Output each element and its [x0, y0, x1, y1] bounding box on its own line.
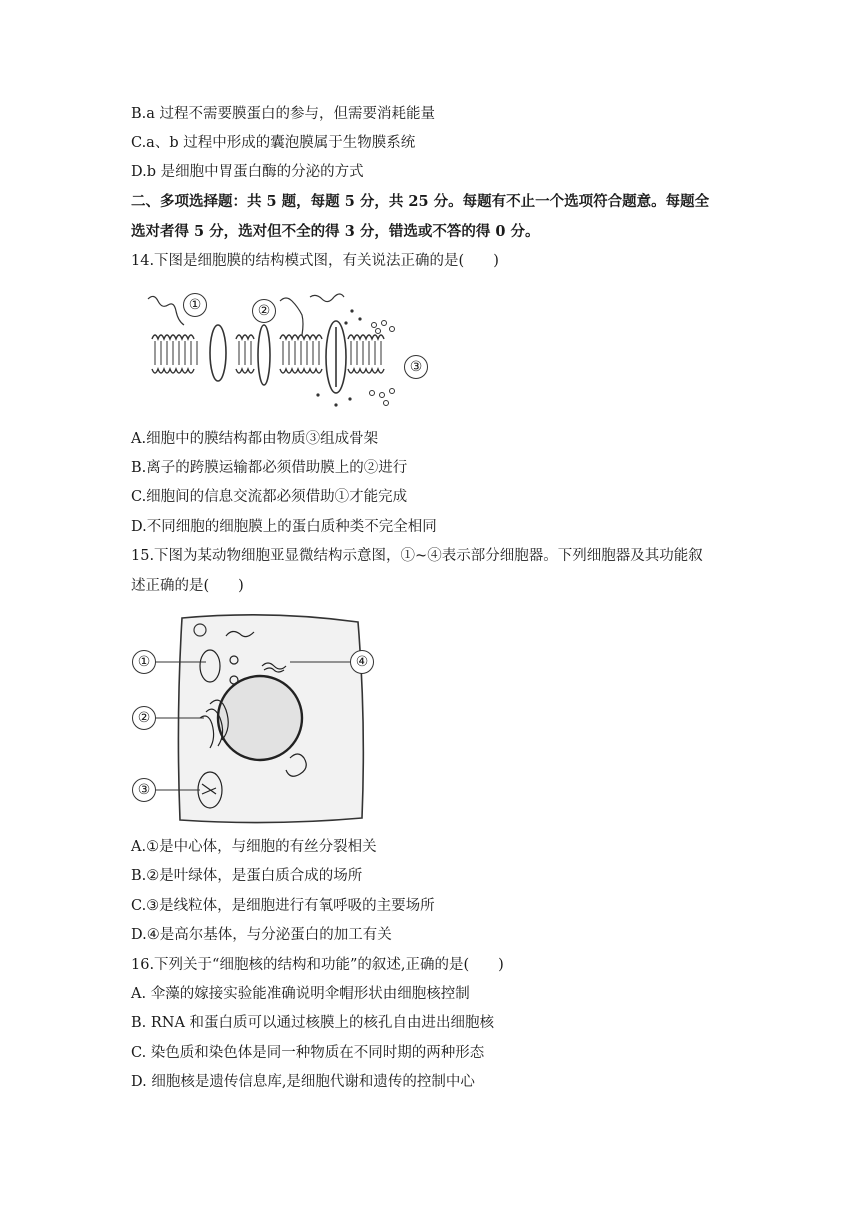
membrane-label-2: ②	[252, 299, 276, 323]
cell-label-4: ④	[350, 650, 374, 674]
small-molecules	[316, 309, 394, 406]
animal-cell-figure	[130, 608, 380, 828]
q14-option-c: C.细胞间的信息交流都必须借助①才能完成	[131, 489, 408, 505]
q15-option-b: B.②是叶绿体，是蛋白质合成的场所	[131, 868, 363, 884]
q15-option-d: D.④是高尔基体，与分泌蛋白的加工有关	[131, 927, 392, 943]
lipid-tails	[155, 341, 381, 365]
q16-stem: 16.下列关于“细胞核的结构和功能”的叙述,正确的是( )	[131, 957, 504, 973]
q13-option-c: C.a、b 过程中形成的囊泡膜属于生物膜系统	[131, 135, 416, 151]
phospholipid-lower-layer	[152, 369, 384, 373]
q16-option-c: C. 染色质和染色体是同一种物质在不同时期的两种形态	[131, 1045, 485, 1061]
q15-option-c: C.③是线粒体，是细胞进行有氧呼吸的主要场所	[131, 898, 435, 914]
q16-option-b: B. RNA 和蛋白质可以通过核膜上的核孔自由进出细胞核	[131, 1015, 495, 1031]
cell-label-3: ③	[132, 778, 156, 802]
q14-option-d: D.不同细胞的细胞膜上的蛋白质种类不完全相同	[131, 519, 437, 535]
cell-label-1: ①	[132, 650, 156, 674]
q16-option-d: D. 细胞核是遗传信息库,是细胞代谢和遗传的控制中心	[131, 1074, 475, 1090]
cell-label-2: ②	[132, 706, 156, 730]
q14-stem: 14.下图是细胞膜的结构模式图，有关说法正确的是( )	[131, 253, 499, 269]
membrane-proteins	[210, 321, 346, 393]
cell-membrane-figure	[140, 283, 440, 413]
membrane-label-1: ①	[183, 293, 207, 317]
q14-option-a: A.细胞中的膜结构都由物质③组成骨架	[131, 431, 379, 447]
q15-option-a: A.①是中心体，与细胞的有丝分裂相关	[131, 839, 377, 855]
section-heading-line2: 选对者得 5 分，选对但不全的得 3 分，错选或不答的得 0 分。	[131, 223, 540, 240]
membrane-label-3: ③	[404, 355, 428, 379]
leader-lines	[130, 608, 380, 828]
q13-option-d: D.b 是细胞中胃蛋白酶的分泌的方式	[131, 164, 364, 180]
glycocalyx-chains	[148, 294, 344, 335]
q15-stem-line2: 述正确的是( )	[131, 578, 244, 594]
q14-option-b: B.离子的跨膜运输都必须借助膜上的②进行	[131, 460, 408, 476]
section-heading-line1: 二、多项选择题：共 5 题，每题 5 分，共 25 分。每题有不止一个选项符合题意。每题全	[131, 193, 710, 210]
q15-stem-line1: 15.下图为某动物细胞亚显微结构示意图，①~④表示部分细胞器。下列细胞器及其功能叙	[131, 548, 703, 564]
q13-option-b: B.a 过程不需要膜蛋白的参与，但需要消耗能量	[131, 106, 436, 122]
q16-option-a: A. 伞藻的嫁接实验能准确说明伞帽形状由细胞核控制	[131, 986, 470, 1002]
